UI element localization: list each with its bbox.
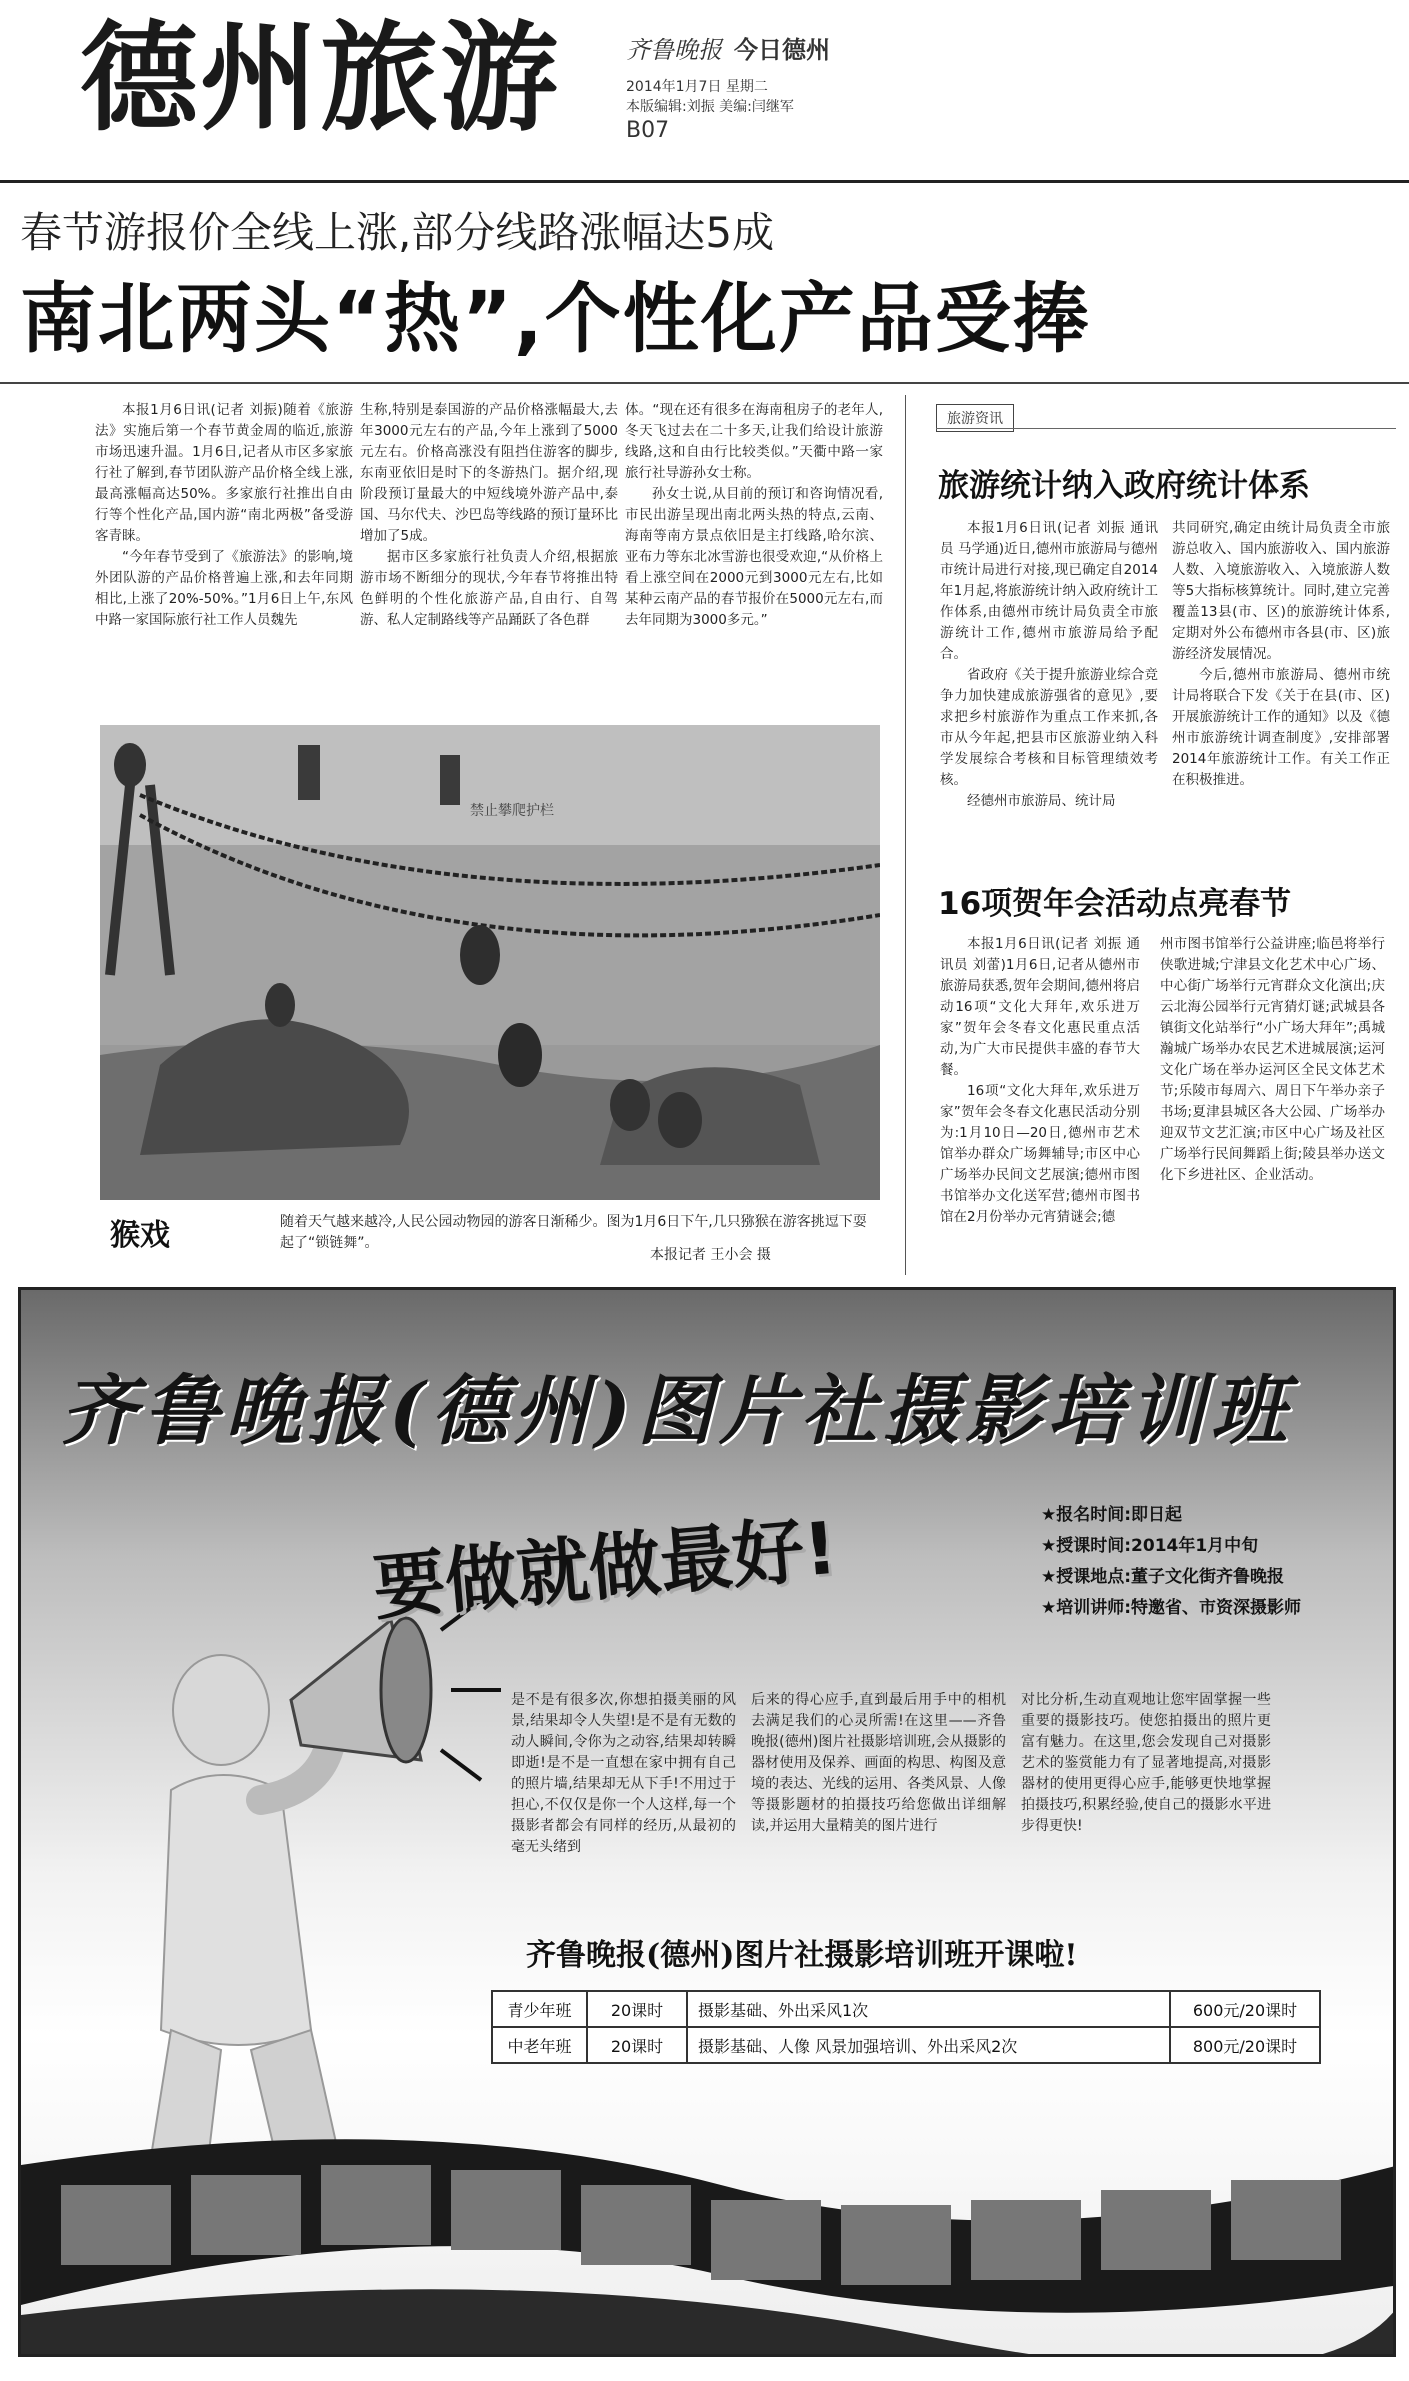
story2-column-2 — [1160, 934, 1385, 1274]
ad-info-item: ★培训讲师:特邀省、市资深摄影师 — [1041, 1598, 1302, 1618]
photo-illustration — [100, 725, 880, 1200]
article-paragraph: 体。“现在还有很多在海南租房子的老年人,冬天飞过去在二十多天,让我们给设计旅游线路,这和自由行比较类似。”天衢中路一家旅行社导游孙女士称。 — [625, 402, 883, 481]
class-content: 摄影基础、人像 风景加强培训、外出采风2次 — [687, 2027, 1170, 2063]
class-name: 青少年班 — [492, 1991, 587, 2027]
ad-slogan: 要做就做最好! — [369, 1505, 841, 1630]
masthead-rule — [0, 180, 1409, 183]
story-paragraph: 省政府《关于提升旅游业综合竞争力加快建成旅游强省的意见》,要求把乡村旅游作为重点工作来抓,各市从今年起,把县市区旅游业纳入科学发展综合考核和目标管理绩效考核。 — [940, 667, 1158, 788]
story-paragraph: 州市图书馆举行公益讲座;临邑将举行侠歌进城;宁津县文化艺术中心广场、中心街广场举行元宵群众文化演出;庆云北海公园举行元宵猜灯谜;武城县各镇街文化站举行“小广场大拜年”;禹城瀚城广场举办农民艺术进城展演;运河文化广场在举办运河区全民文体艺术节;乐陵市每周六、周日下午举办亲子书场;夏津县城区各大公园、广场举办迎双节文艺汇演;市区中心广场及社区广场举行民间舞蹈上街;陵县举办送文化下乡进社区、企业活动。 — [1160, 936, 1385, 1183]
story1-column-2 — [1172, 518, 1390, 858]
ad-open-banner: 齐鲁晚报(德州)图片社摄影培训班开课啦! — [526, 1938, 1078, 1973]
section-name: 今日德州 — [734, 36, 830, 64]
paper-name: 齐鲁晚报 — [626, 36, 722, 64]
editor-credit: 本版编辑:刘振 美编:闫继军 — [626, 99, 794, 115]
story-paragraph: 本报1月6日讯(记者 刘振 通讯员 马学通)近日,德州市旅游局与德州市统计局进行对接,现已确定自2014年1月起,将旅游统计纳入政府统计工作体系,由德州市统计局负责全市旅游统计工作,德州市旅游局给予配合。 — [940, 520, 1158, 662]
table-row — [492, 2027, 1320, 2063]
article-paragraph: 生称,特别是泰国游的产品价格涨幅最大,去年3000元左右的产品,今年上涨到了5000元左右。价格高涨没有阻挡住游客的脚步,东南亚依旧是时下的冬游热门。据介绍,现阶段预订量最大的中短线境外游产品中,泰国、马尔代夫、沙巴岛等线路的预订量环比增加了5成。 — [360, 402, 618, 544]
class-content: 摄影基础、外出采风1次 — [687, 1991, 1170, 2027]
photo-label: 猴戏 — [110, 1218, 170, 1253]
story2-column-1 — [940, 934, 1140, 1274]
photo-sign: 禁止攀爬护栏 — [470, 803, 554, 819]
article-paragraph: 孙女士说,从目前的预订和咨询情况看,市民出游呈现出南北两头热的特点,云南、海南等南方景点依旧是主打线路,哈尔滨、亚布力等东北冰雪游也很受欢迎,“从价格上看上涨空间在2000元到3000元左右,比如某种云南产品的春节报价在5000元左右,而去年同期为3000多元。” — [625, 486, 883, 628]
ad-info-item: ★授课地点:董子文化街齐鲁晚报 — [1041, 1567, 1285, 1587]
masthead-title: 德州旅游 — [80, 9, 561, 147]
article-paragraph: 本报1月6日讯(记者 刘振)随着《旅游法》实施后第一个春节黄金周的临近,旅游市场迅速升温。1月6日,记者从市区多家旅行社了解到,春节团队游产品价格全线上涨,最高涨幅高达50%。多家旅行社推出自由行等个性化产品,国内游“南北两极”备受游客青睐。 — [95, 402, 353, 544]
main-headline: 南北两头“热”,个性化产品受捧 — [20, 274, 1091, 363]
photo-caption: 随着天气越来越冷,人民公园动物园的游客日渐稀少。图为1月6日下午,几只猕猴在游客挑逗下耍起了“锁链舞”。 — [280, 1214, 867, 1251]
class-price: 600元/20课时 — [1170, 1991, 1320, 2027]
story-paragraph: 今后,德州市旅游局、德州市统计局将联合下发《关于在县(市、区)开展旅游统计工作的通知》以及《德州市旅游统计调查制度》,安排部署2014年旅游统计工作。有关工作正在积极推进。 — [1172, 667, 1390, 788]
article-column-3 — [625, 400, 883, 700]
film-strip-graphic — [21, 2105, 1396, 2357]
table-row — [492, 1991, 1320, 2027]
masthead — [0, 0, 1409, 190]
ad-info-item: ★报名时间:即日起 — [1041, 1505, 1183, 1525]
class-hours: 20课时 — [587, 1991, 687, 2027]
headline-rule — [0, 382, 1409, 384]
price-table — [491, 1990, 1321, 2064]
article-paragraph: 据市区多家旅行社负责人介绍,根据旅游市场不断细分的现状,今年春节将推出特色鲜明的个性化旅游产品,自由行、自驾游、私人定制路线等产品踊跃了各色群 — [360, 549, 618, 628]
story-paragraph: 16项“文化大拜年,欢乐进万家”贺年会冬春文化惠民活动分别为:1月10日—20日,德州市艺术馆举办群众广场舞辅导;市区中心广场举办民间文艺展演;德州市图书馆举办文化送军营;德州市图书馆在2月份举办元宵猜谜会;德 — [940, 1083, 1140, 1225]
tag-rule — [936, 428, 1396, 429]
sub-headline: 春节游报价全线上涨,部分线路涨幅达5成 — [20, 208, 775, 257]
story2-title: 16项贺年会活动点亮春节 — [938, 886, 1292, 922]
ad-title: 齐鲁晚报(德州)图片社摄影培训班 — [61, 1366, 1293, 1455]
issue-date: 2014年1月7日 星期二 — [626, 79, 768, 95]
photo-training-ad — [18, 1287, 1396, 2357]
news-tag: 旅游资讯 — [936, 404, 1014, 432]
story-paragraph: 经德州市旅游局、统计局 — [967, 793, 1116, 809]
class-hours: 20课时 — [587, 2027, 687, 2063]
ad-info-item: ★授课时间:2014年1月中旬 — [1041, 1536, 1259, 1556]
story1-title: 旅游统计纳入政府统计体系 — [938, 468, 1310, 504]
article-paragraph: “今年春节受到了《旅游法》的影响,境外团队游的产品价格普遍上涨,和去年同期相比,上涨了20%-50%。”1月6日上午,东风中路一家国际旅行社工作人员魏先 — [95, 549, 353, 628]
article-column-1 — [95, 400, 353, 730]
story-paragraph: 本报1月6日讯(记者 刘振 通讯员 刘蕾)1月6日,记者从德州市旅游局获悉,贺年会期间,德州将启动16项“文化大拜年,欢乐进万家”贺年会冬春文化惠民重点活动,为广大市民提供丰盛的春节大餐。 — [940, 936, 1140, 1078]
class-price: 800元/20课时 — [1170, 2027, 1320, 2063]
story-paragraph: 共同研究,确定由统计局负责全市旅游总收入、国内旅游收入、国内旅游人数、入境旅游收入、入境旅游人数等5大指标核算统计。同时,建立完善覆盖13县(市、区)的旅游统计体系,定期对外公布德州市各县(市、区)旅游经济发展情况。 — [1172, 520, 1390, 662]
story1-column-1 — [940, 518, 1158, 858]
photo-credit: 本报记者 王小会 摄 — [650, 1247, 771, 1263]
page-number: B07 — [626, 118, 670, 143]
class-name: 中老年班 — [492, 2027, 587, 2063]
ad-text-2: 后来的得心应手,直到最后用手中的相机去满足我们的心灵所需!在这里——齐鲁晚报(德州)图片社摄影培训班,会从摄影的器材使用及保养、画面的构思、构图及意境的表达、光线的运用、各类风景、人像等摄影题材的拍摄技巧给您做出详细解读,并运用大量精美的图片进行 — [751, 1692, 1006, 1834]
ad-info-list — [1041, 1500, 1301, 1624]
article-column-2 — [360, 400, 618, 730]
monkey-photo — [100, 725, 880, 1200]
ad-text-1: 是不是有很多次,你想拍摄美丽的风景,结果却令人失望!是不是有无数的动人瞬间,令你为之动容,结果却转瞬即逝!是不是一直想在家中拥有自己的照片墙,结果却无从下手!不用过于担心,不仅仅是你一个人这样,每一个摄影者都会有同样的经历,从最初的毫无头绪到 — [511, 1692, 736, 1855]
column-divider — [905, 395, 906, 1275]
ad-text-3: 对比分析,生动直观地让您牢固掌握一些重要的摄影技巧。使您拍摄出的照片更富有魅力。在这里,您会发现自己对摄影艺术的鉴赏能力有了显著地提高,对摄影器材的使用更得心应手,能够更快地掌握拍摄技巧,积累经验,使自己的摄影水平进步得更快! — [1021, 1692, 1271, 1834]
